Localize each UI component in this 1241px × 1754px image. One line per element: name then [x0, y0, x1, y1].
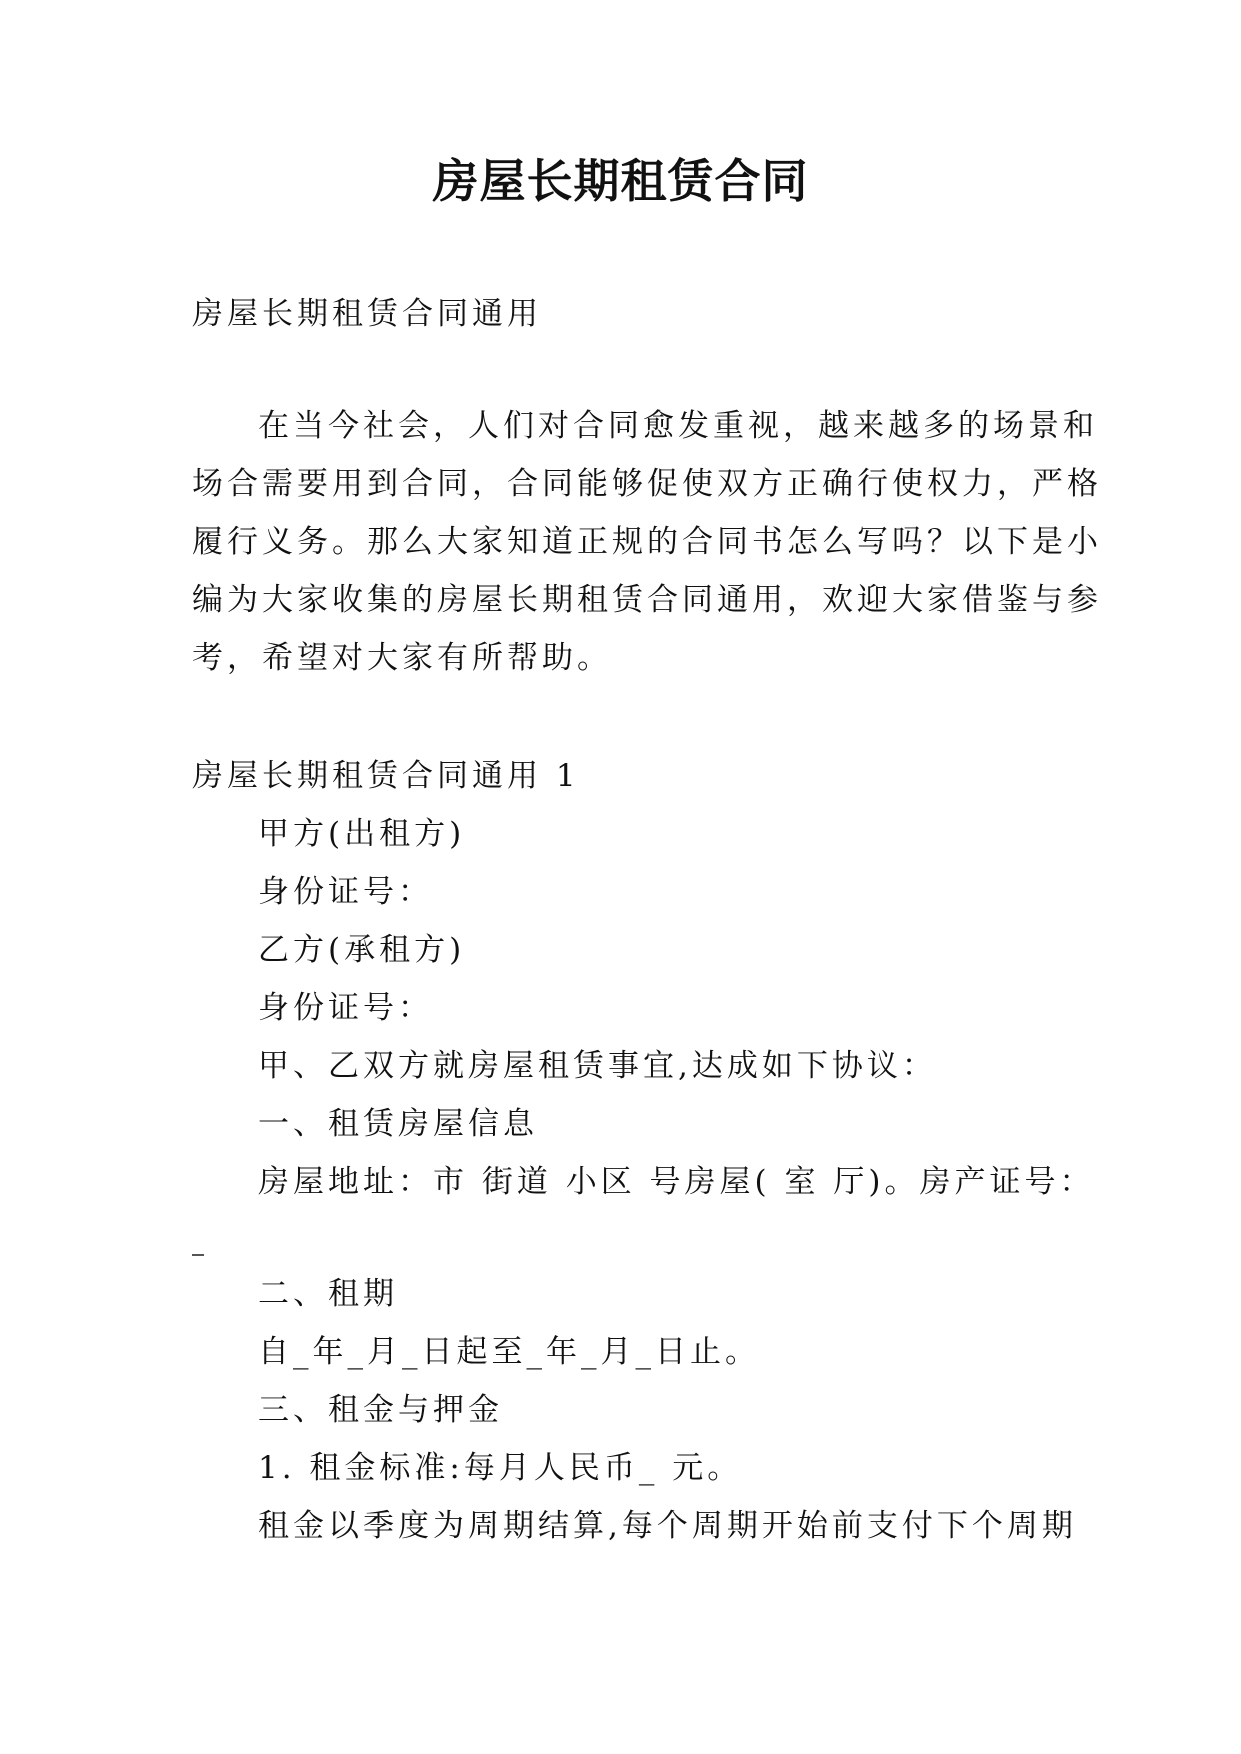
agreement-statement: 甲、乙双方就房屋租赁事宜,达成如下协议：: [258, 1048, 937, 1084]
intro-line: 履行义务。那么大家知道正规的合同书怎么写吗？以下是小: [192, 524, 1102, 560]
section-heading: 房屋长期租赁合同通用 1: [192, 758, 580, 794]
lessor-id-label: 身份证号：: [258, 874, 433, 910]
rent-settlement-line: 租金以季度为周期结算,每个周期开始前支付下个周期: [258, 1508, 1077, 1544]
intro-line: 在当今社会，人们对合同愈发重视，越来越多的场景和: [258, 408, 1098, 444]
term-dates-line: 自_年_月_日起至_年_月_日止。: [258, 1334, 760, 1370]
intro-line: 场合需要用到合同，合同能够促使双方正确行使权力，严格: [192, 466, 1102, 502]
intro-line: 编为大家收集的房屋长期租赁合同通用，欢迎大家借鉴与参: [192, 582, 1102, 618]
lessor-label: 甲方(出租方): [258, 816, 466, 852]
intro-line: 考，希望对大家有所帮助。: [192, 640, 612, 676]
clause-heading-property-info: 一、租赁房屋信息: [258, 1106, 538, 1142]
clause-heading-rent-deposit: 三、租金与押金: [258, 1392, 503, 1428]
lessee-id-label: 身份证号：: [258, 990, 433, 1026]
rent-standard-line: 1. 租金标准:每月人民币_ 元。: [258, 1450, 743, 1486]
document-title: 房屋长期租赁合同: [432, 154, 809, 208]
property-address-line: 房屋地址：市 街道 小区 号房屋( 室 厅)。房产证号：: [258, 1164, 1095, 1200]
clause-heading-term: 二、租期: [258, 1276, 398, 1312]
document-subtitle: 房屋长期租赁合同通用: [192, 296, 542, 332]
lessee-label: 乙方(承租方): [258, 932, 466, 968]
blank-underline-mark: [192, 1254, 204, 1256]
